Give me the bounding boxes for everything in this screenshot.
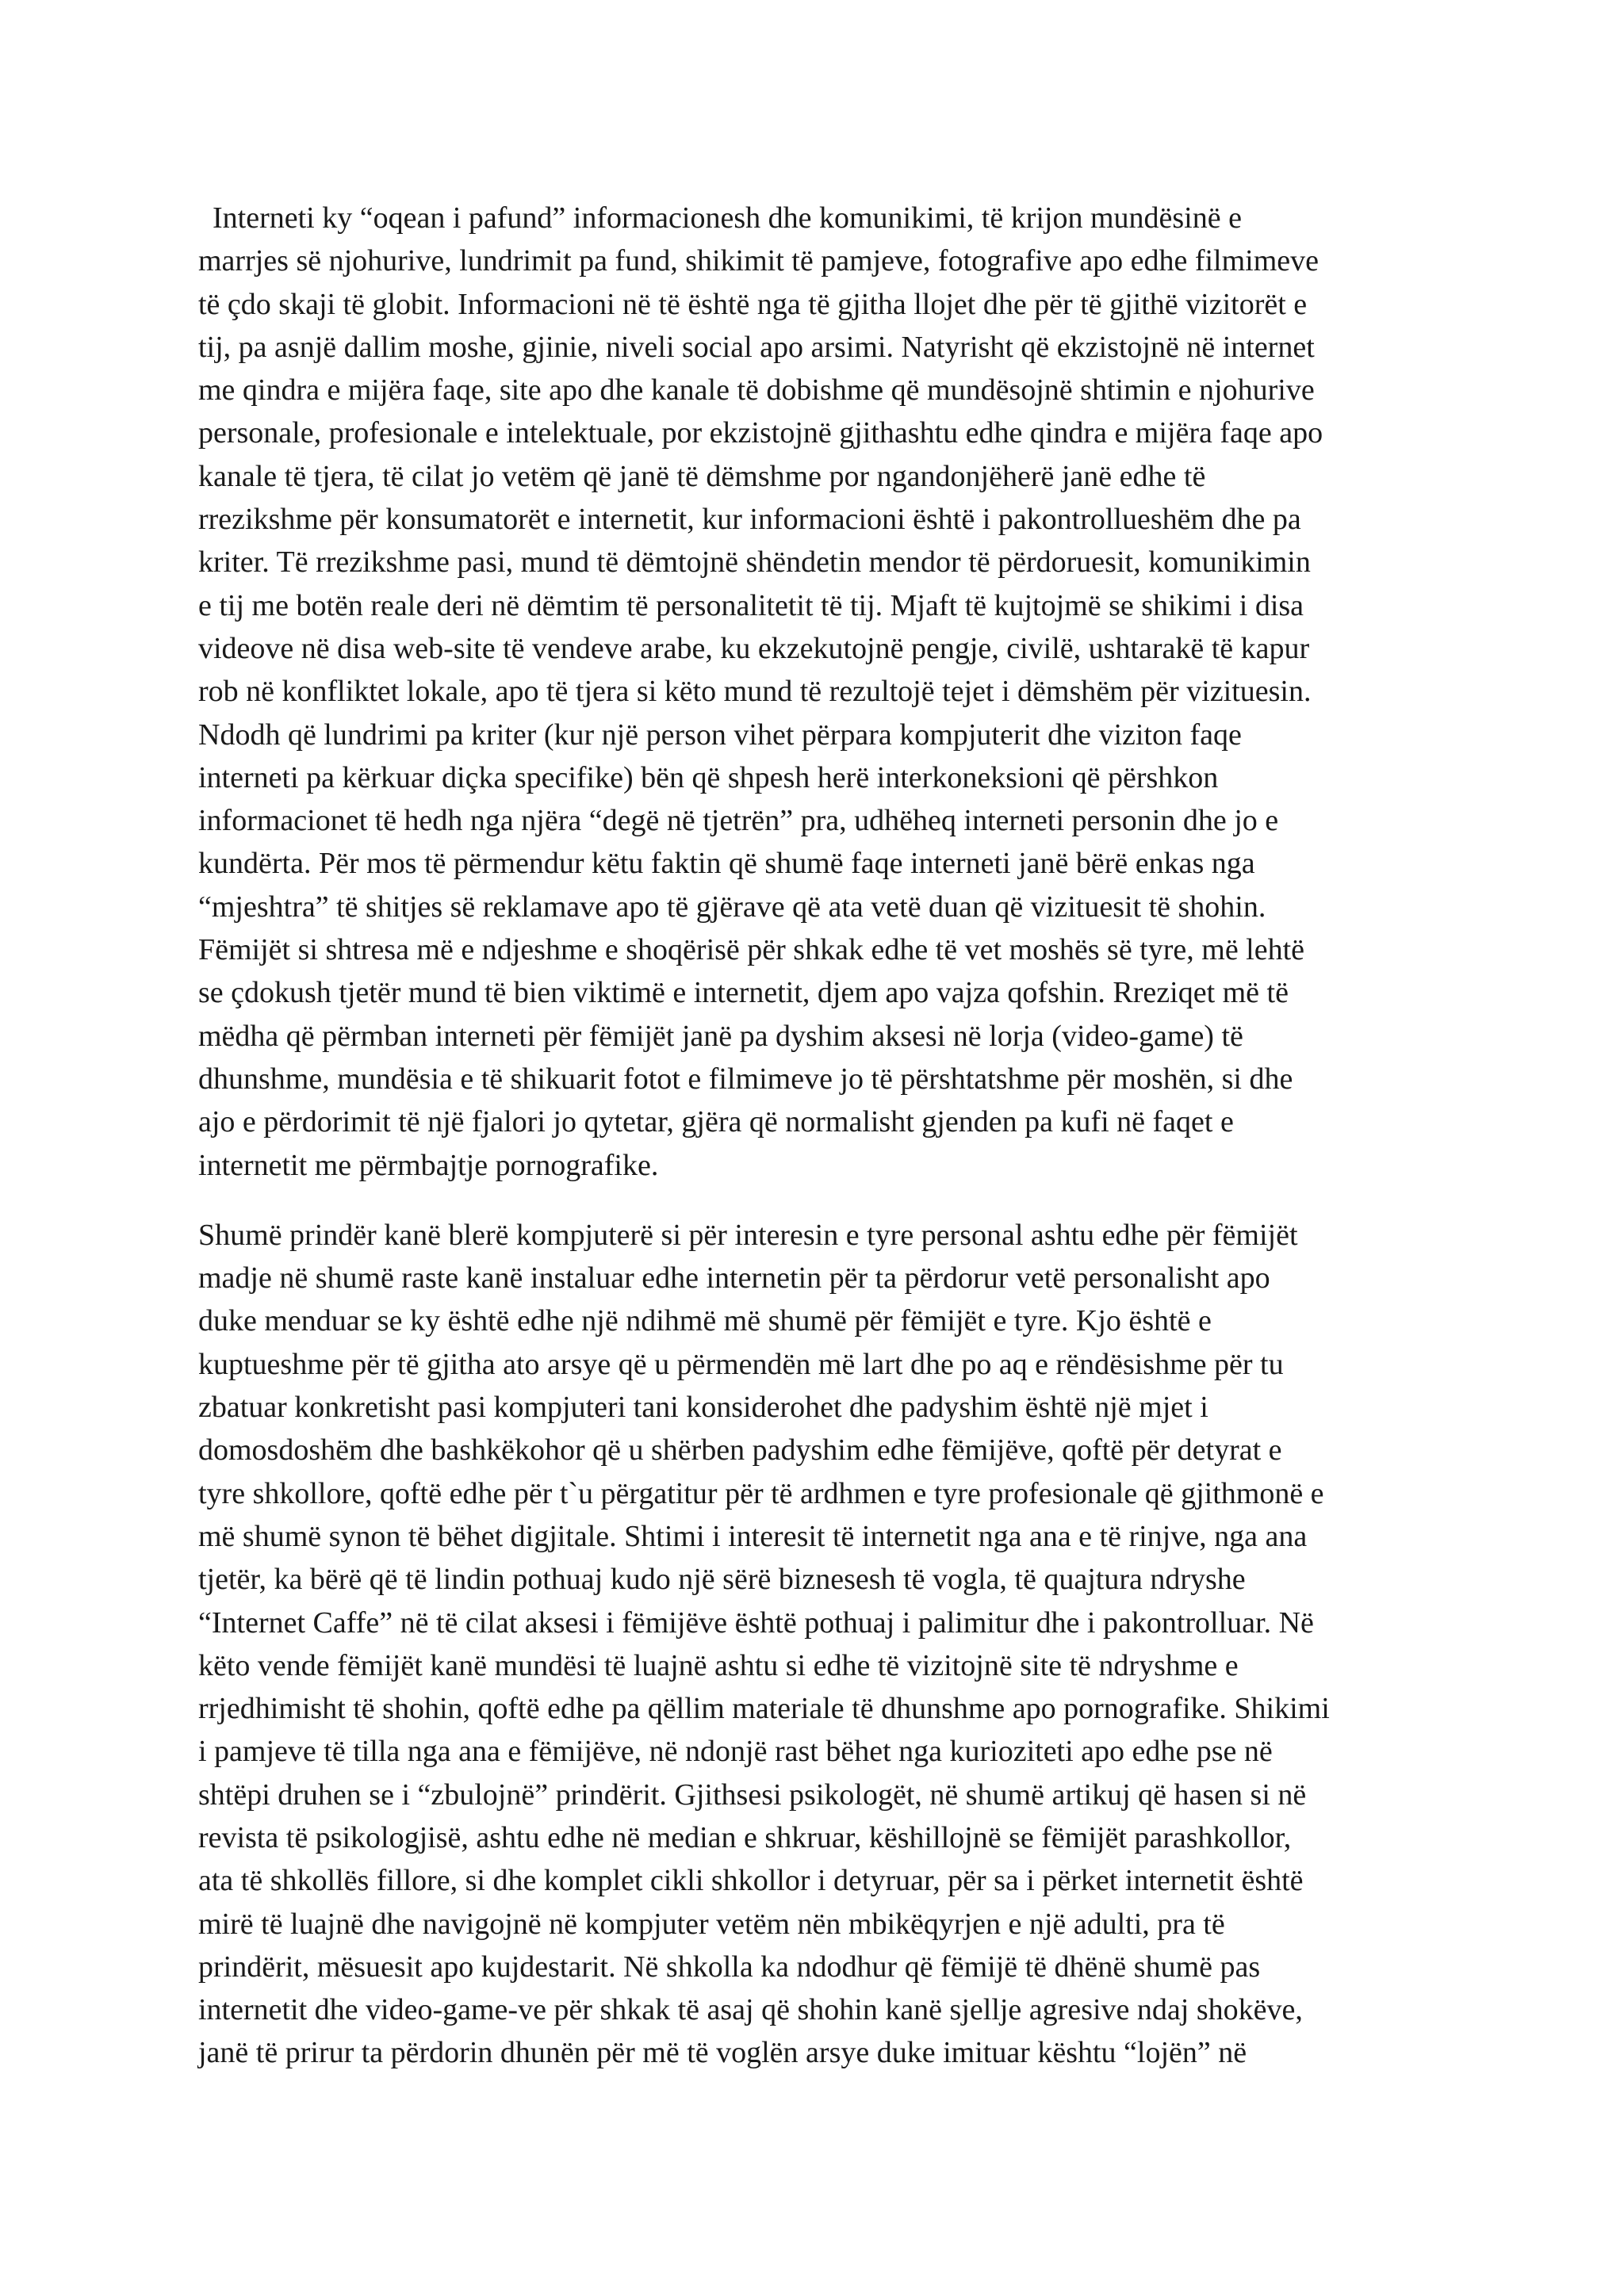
text-line: rrezikshme për konsumatorët e internetit, kur informacioni është i pakontrollueshëm dhe pa — [198, 503, 1301, 537]
text-line: marrjes së njohurive, lundrimit pa fund, shikimit të pamjeve, fotografive apo edhe filmimeve — [198, 244, 1319, 278]
text-line: madje në shumë raste kanë instaluar edhe internetin për ta përdorur vetë personalisht apo — [198, 1261, 1270, 1295]
text-line: janë të prirur ta përdorin dhunën për më të voglën arsye duke imituar kështu “lojën” në — [198, 2036, 1247, 2070]
text-line: kuptueshme për të gjitha ato arsye që u përmendën më lart dhe po aq e rëndësishme për tu — [198, 1347, 1284, 1381]
text-line: zbatuar konkretisht pasi kompjuteri tani konsiderohet dhe padyshim është një mjet i — [198, 1391, 1208, 1425]
text-line: i pamjeve të tilla nga ana e fëmijëve, në ndonjë rast bëhet nga kurioziteti apo edhe pse në — [198, 1735, 1273, 1769]
text-line: tjetër, ka bërë që të lindin pothuaj kudo një sërë biznesesh të vogla, të quajtura ndryshe — [198, 1563, 1246, 1597]
text-line: dhunshme, mundësia e të shikuarit fotot e filmimeve jo të përshtatshme për moshën, si dhe — [198, 1062, 1293, 1096]
text-line: Shumë prindër kanë blerë kompjuterë si për interesin e tyre personal ashtu edhe për fëmijët — [198, 1218, 1298, 1252]
text-line: internetit dhe video-game-ve për shkak të asaj që shohin kanë sjellje agresive ndaj shokëve, — [198, 1993, 1303, 2027]
text-line: personale, profesionale e intelektuale, por ekzistojnë gjithashtu edhe qindra e mijëra faqe apo — [198, 416, 1323, 450]
text-line: të çdo skaji të globit. Informacioni në të është nga të gjitha llojet dhe për të gjithë vizitorët e — [198, 287, 1308, 321]
text-line: kundërta. Për mos të përmendur këtu faktin që shumë faqe interneti janë bërë enkas nga — [198, 847, 1255, 881]
text-line: mirë të luajnë dhe navigojnë në kompjuter vetëm nën mbikëqyrjen e një adulti, pra të — [198, 1907, 1225, 1941]
text-line: informacionet të hedh nga njëra “degë në tjetrën” pra, udhëheq interneti personin dhe jo e — [198, 804, 1279, 838]
text-line: “mjeshtra” të shitjes së reklamave apo të gjërave që ata vetë duan që vizituesit të shohin. — [198, 890, 1266, 924]
text-line: tyre shkollore, qoftë edhe për t`u përgatitur për të ardhmen e tyre profesionale që gjithmonë e — [198, 1476, 1324, 1510]
document-body — [198, 197, 1435, 2075]
text-line: ajo e përdorimit të një fjalori jo qytetar, gjëra që normalisht gjenden pa kufi në faqet e — [198, 1105, 1234, 1139]
text-line: videove në disa web-site të vendeve arabe, ku ekzekutojnë pengje, civilë, ushtarakë të kapur — [198, 631, 1310, 665]
text-line: Ndodh që lundrimi pa kriter (kur një person vihet përpara kompjuterit dhe viziton faqe — [198, 718, 1242, 752]
text-line: revista të psikologjisë, ashtu edhe në median e shkruar, këshillojnë se fëmijët parashkollor, — [198, 1820, 1292, 1854]
text-line: Fëmijët si shtresa më e ndjeshme e shoqërisë për shkak edhe të vet moshës së tyre, më lehtë — [198, 933, 1305, 967]
text-line: rrjedhimisht të shohin, qoftë edhe pa qëllim materiale të dhunshme apo pornografike. Shikimi — [198, 1692, 1330, 1726]
text-line: këto vende fëmijët kanë mundësi të luajnë ashtu si edhe të vizitojnë site të ndryshme e — [198, 1648, 1239, 1682]
text-line: se çdokush tjetër mund të bien viktimë e internetit, djem apo vajza qofshin. Rreziqet më të — [198, 976, 1289, 1010]
paragraph-parents-and-children — [198, 1214, 1435, 2075]
text-line: shtëpi druhen se i “zbulojnë” prindërit. Gjithsesi psikologët, në shumë artikuj që hasen si në — [198, 1777, 1307, 1812]
text-line: interneti pa kërkuar diçka specifike) bën që shpesh herë interkoneksioni që përshkon — [198, 760, 1219, 794]
text-line: ata të shkollës fillore, si dhe komplet cikli shkollor i detyruar, për sa i përket internetit është — [198, 1864, 1304, 1898]
paragraph-internet-dangers — [198, 197, 1435, 1187]
text-line: internetit me përmbajtje pornografike. — [198, 1148, 659, 1182]
text-line: duke menduar se ky është edhe një ndihmë më shumë për fëmijët e tyre. Kjo është e — [198, 1304, 1212, 1338]
text-line: me qindra e mijëra faqe, site apo dhe kanale të dobishme që mundësojnë shtimin e njohurive — [198, 373, 1315, 408]
text-line: “Internet Caffe” në të cilat aksesi i fëmijëve është pothuaj i palimitur dhe i pakontrolluar. Në — [198, 1605, 1314, 1640]
text-line: tij, pa asnjë dallim moshe, gjinie, niveli social apo arsimi. Natyrisht që ekzistojnë në internet — [198, 330, 1315, 364]
text-line: kanale të tjera, të cilat jo vetëm që janë të dëmshme por ngandonjëherë janë edhe të — [198, 459, 1206, 493]
text-line: rob në konfliktet lokale, apo të tjera si këto mund të rezultojë tejet i dëmshëm për vizituesin. — [198, 675, 1312, 709]
text-line: domosdoshëm dhe bashkëkohor që u shërben padyshim edhe fëmijëve, qoftë për detyrat e — [198, 1433, 1282, 1468]
text-line: Interneti ky “oqean i pafund” informacionesh dhe komunikimi, të krijon mundësinë e — [213, 201, 1242, 235]
text-line: mëdha që përmban interneti për fëmijët janë pa dyshim aksesi në lorja (video-game) të — [198, 1019, 1243, 1053]
text-line: më shumë synon të bëhet digjitale. Shtimi i interesit të internetit nga ana e të rinjve, nga ana — [198, 1519, 1308, 1553]
text-line: kriter. Të rrezikshme pasi, mund të dëmtojnë shëndetin mendor të përdoruesit, komunikimin — [198, 545, 1311, 580]
text-line: e tij me botën reale deri në dëmtim të personalitetit të tij. Mjaft të kujtojmë se shikimi i disa — [198, 588, 1304, 622]
text-line: prindërit, mësuesit apo kujdestarit. Në shkolla ka ndodhur që fëmijë të dhënë shumë pas — [198, 1950, 1261, 1984]
